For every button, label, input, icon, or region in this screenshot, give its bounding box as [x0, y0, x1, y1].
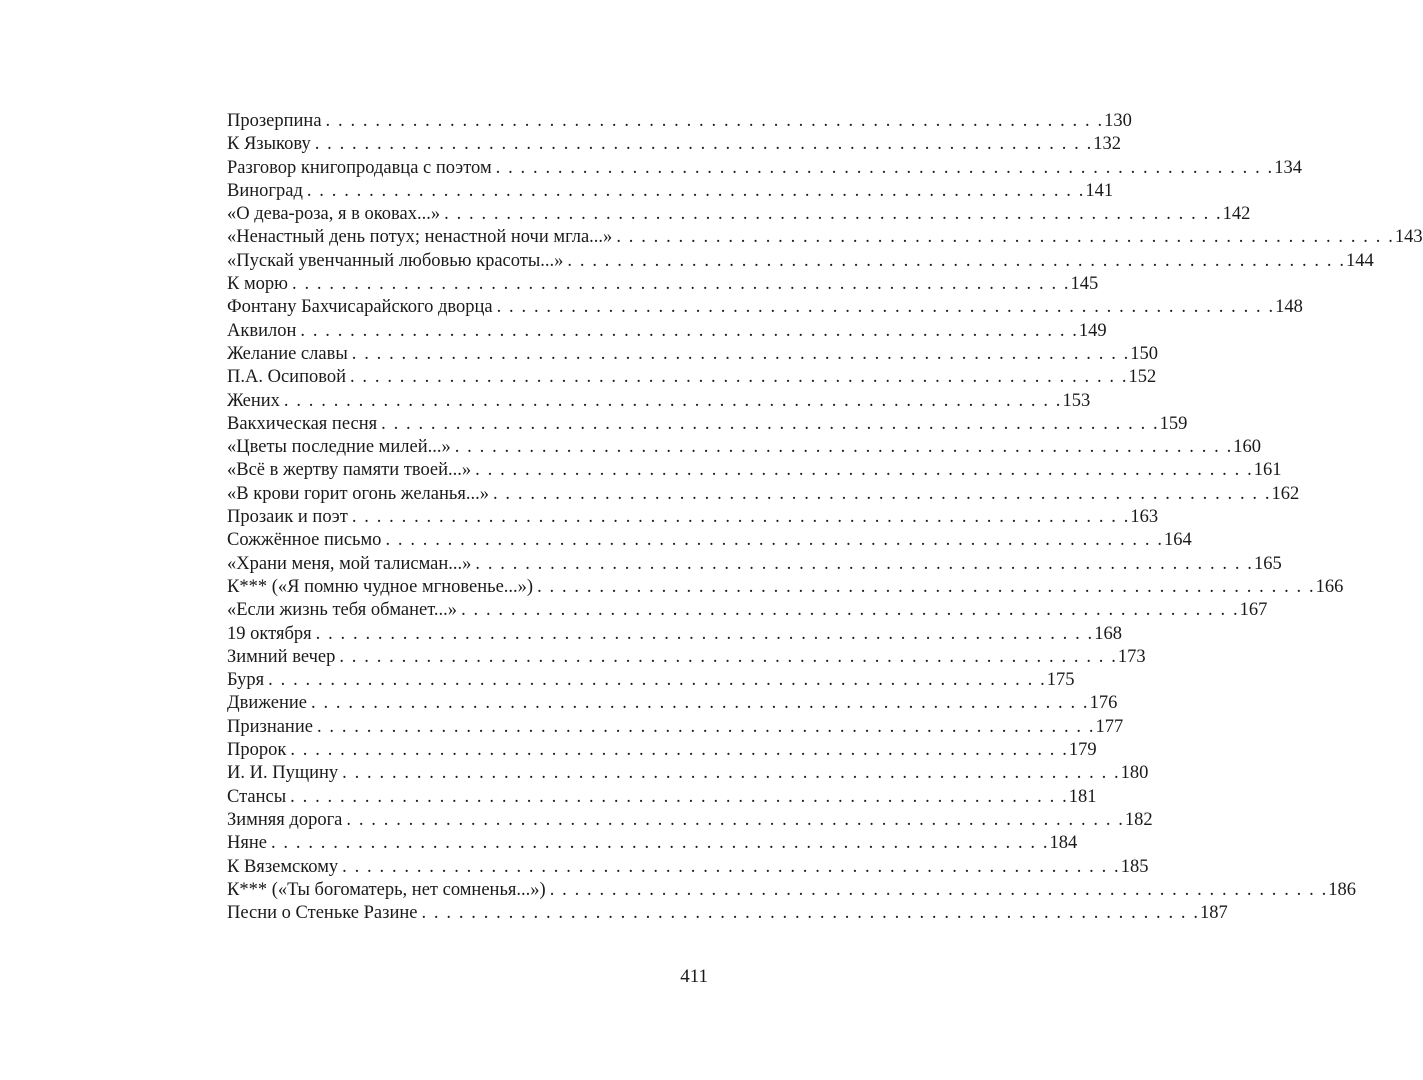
toc-dot-leader — [537, 576, 1314, 599]
toc-entry-title: «Если жизнь тебя обманет...» — [227, 600, 458, 621]
toc-entry-page: 150 — [1130, 343, 1159, 364]
toc-entry-title: «О дева-роза, я в оковах...» — [227, 204, 441, 225]
toc-entry-page: 186 — [1328, 879, 1356, 900]
toc-entry — [227, 157, 1302, 180]
toc-dot-leader — [300, 320, 1077, 343]
toc-entry-title: Прозерпина — [227, 111, 322, 131]
toc-dot-leader — [352, 343, 1129, 366]
toc-entry — [227, 576, 1344, 599]
toc-entry-title: К Вяземскому — [227, 856, 339, 877]
toc-entry-title: «Храни меня, мой талисман...» — [227, 553, 472, 574]
toc-dot-leader — [311, 692, 1088, 715]
toc-entry-title: К Языкову — [227, 134, 311, 155]
toc-entry-title: Фонтану Бахчисарайского дворца — [227, 297, 493, 318]
toc-entry — [227, 180, 1114, 203]
toc-dot-leader — [455, 436, 1232, 459]
toc-entry-page: 130 — [1104, 111, 1132, 131]
toc-entry-page: 165 — [1253, 553, 1282, 574]
toc-dot-leader — [444, 203, 1221, 226]
toc-entry — [227, 902, 1228, 925]
toc-entry-title: Движение — [227, 693, 308, 714]
toc-entry-title: К морю — [227, 274, 288, 295]
toc-entry-page: 152 — [1128, 367, 1157, 388]
toc-entry-page: 145 — [1070, 274, 1099, 295]
toc-entry — [227, 553, 1282, 576]
toc-entry — [227, 762, 1149, 785]
toc-entry-page: 153 — [1062, 390, 1091, 411]
toc-entry — [227, 133, 1121, 156]
toc-entry — [227, 832, 1078, 855]
toc-entry-title: Няне — [227, 833, 267, 854]
toc-entry-title: Желание славы — [227, 343, 348, 364]
toc-dot-leader — [475, 553, 1252, 576]
toc-dot-leader — [268, 669, 1045, 692]
toc-entry — [227, 786, 1097, 809]
toc-entry — [227, 436, 1262, 459]
toc-entry-page: 168 — [1094, 623, 1122, 644]
toc-entry — [227, 669, 1075, 692]
toc-entry-page: 143 — [1394, 227, 1423, 248]
toc-dot-leader — [496, 157, 1273, 180]
toc-dot-leader — [339, 646, 1116, 669]
toc-dot-leader — [385, 529, 1162, 552]
toc-entry-page: 160 — [1233, 437, 1262, 458]
toc-dot-leader — [616, 226, 1393, 249]
toc-entry — [227, 506, 1159, 529]
toc-entry-title: «Пускай увенчанный любовью красоты...» — [227, 250, 564, 271]
toc-dot-leader — [315, 133, 1092, 156]
toc-entry — [227, 203, 1251, 226]
toc-entry — [227, 226, 1423, 249]
toc-entry-title: К*** («Я помню чудное мгновенье...») — [227, 576, 534, 597]
toc-entry — [227, 809, 1153, 832]
toc-entry — [227, 390, 1091, 413]
toc-entry-title: К*** («Ты богоматерь, нет сомненья...») — [227, 879, 546, 900]
toc-dot-leader — [346, 809, 1123, 832]
toc-entry-page: 159 — [1159, 413, 1188, 434]
toc-entry-title: Стансы — [227, 786, 287, 807]
toc-entry-page: 185 — [1120, 856, 1149, 877]
toc-entry-title: Буря — [227, 670, 265, 691]
toc-dot-leader — [497, 296, 1274, 319]
toc-entry-title: «Цветы последние милей...» — [227, 437, 451, 458]
toc-dot-leader — [317, 716, 1094, 739]
toc-entry-page: 164 — [1163, 530, 1192, 551]
toc-entry — [227, 879, 1356, 902]
toc-dot-leader — [550, 879, 1327, 902]
toc-entry-page: 182 — [1124, 809, 1153, 830]
toc-entry-page: 175 — [1046, 670, 1075, 691]
toc-entry-title: Вакхическая песня — [227, 413, 378, 434]
toc-dot-leader — [326, 110, 1103, 133]
toc-dot-leader — [352, 506, 1129, 529]
toc-entry-title: Виноград — [227, 180, 303, 201]
toc-entry — [227, 856, 1149, 879]
toc-entry — [227, 320, 1107, 343]
toc-entry-page: 162 — [1271, 483, 1300, 504]
toc-entry-page: 180 — [1120, 763, 1149, 784]
toc-entry — [227, 739, 1097, 762]
toc-entry-page: 141 — [1085, 180, 1114, 201]
toc-entry-title: Песни о Стеньке Разине — [227, 903, 418, 924]
toc-entry — [227, 483, 1300, 506]
toc-dot-leader — [493, 483, 1270, 506]
toc-dot-leader — [350, 366, 1127, 389]
toc-entry-title: П.А. Осиповой — [227, 367, 346, 388]
toc-entry-page: 181 — [1068, 786, 1097, 807]
toc-entry — [227, 413, 1188, 436]
toc-entry-title: «Всё в жертву памяти твоей...» — [227, 460, 472, 481]
toc-entry — [227, 599, 1268, 622]
toc-entry-title: И. И. Пущину — [227, 763, 339, 784]
toc-dot-leader — [290, 786, 1067, 809]
toc-entry — [227, 250, 1374, 273]
page-number: 411 — [680, 966, 708, 987]
toc-entry-page: 173 — [1117, 646, 1146, 667]
toc-entry-page: 179 — [1068, 740, 1097, 761]
toc-entry-title: Пророк — [227, 740, 287, 761]
toc-entry — [227, 366, 1157, 389]
toc-dot-leader — [421, 902, 1198, 925]
toc-entry — [227, 623, 1122, 646]
toc-entry-page: 132 — [1093, 134, 1121, 155]
toc-dot-leader — [307, 180, 1084, 203]
toc-entry — [227, 110, 1132, 133]
toc-dot-leader — [284, 390, 1061, 413]
toc-dot-leader — [381, 413, 1158, 436]
table-of-contents — [227, 110, 1423, 925]
toc-entry-page: 134 — [1274, 157, 1302, 178]
toc-entry-page: 187 — [1200, 903, 1228, 924]
toc-entry-page: 184 — [1049, 833, 1078, 854]
toc-entry-title: Жених — [227, 390, 280, 411]
toc-dot-leader — [342, 856, 1119, 879]
toc-entry — [227, 529, 1192, 552]
toc-dot-leader — [461, 599, 1238, 622]
toc-dot-leader — [342, 762, 1119, 785]
toc-entry-title: Признание — [227, 716, 313, 737]
toc-entry — [227, 296, 1303, 319]
toc-entry-page: 142 — [1222, 204, 1251, 225]
toc-entry-page: 176 — [1089, 693, 1118, 714]
toc-entry-page: 177 — [1095, 716, 1124, 737]
toc-entry — [227, 646, 1146, 669]
toc-dot-leader — [271, 832, 1048, 855]
toc-entry-page: 163 — [1130, 507, 1159, 528]
toc-entry-title: «Ненастный день потух; ненастной ночи мгла...» — [227, 227, 613, 248]
toc-entry — [227, 343, 1159, 366]
toc-entry-title: Зимняя дорога — [227, 809, 343, 830]
toc-entry-page: 144 — [1345, 250, 1374, 271]
toc-entry-title: Аквилон — [227, 320, 297, 341]
toc-entry-title: Зимний вечер — [227, 646, 336, 667]
toc-entry-page: 161 — [1253, 460, 1282, 481]
toc-entry-title: «В крови горит огонь желанья...» — [227, 483, 489, 504]
toc-entry-title: Прозаик и поэт — [227, 507, 348, 528]
toc-entry — [227, 273, 1099, 296]
toc-entry-page: 166 — [1315, 576, 1344, 597]
toc-dot-leader — [475, 459, 1252, 482]
toc-entry-page: 167 — [1239, 600, 1268, 621]
toc-dot-leader — [567, 250, 1344, 273]
toc-entry-page: 149 — [1078, 320, 1107, 341]
toc-entry-title: Сожжённое письмо — [227, 530, 382, 551]
toc-dot-leader — [316, 623, 1093, 646]
toc-dot-leader — [290, 739, 1067, 762]
toc-entry-title: Разговор книгопродавца с поэтом — [227, 157, 492, 178]
toc-entry-page: 148 — [1275, 297, 1303, 318]
toc-entry — [227, 459, 1282, 482]
toc-dot-leader — [292, 273, 1069, 296]
toc-entry-title: 19 октября — [227, 623, 312, 644]
toc-entry — [227, 716, 1124, 739]
toc-entry — [227, 692, 1118, 715]
